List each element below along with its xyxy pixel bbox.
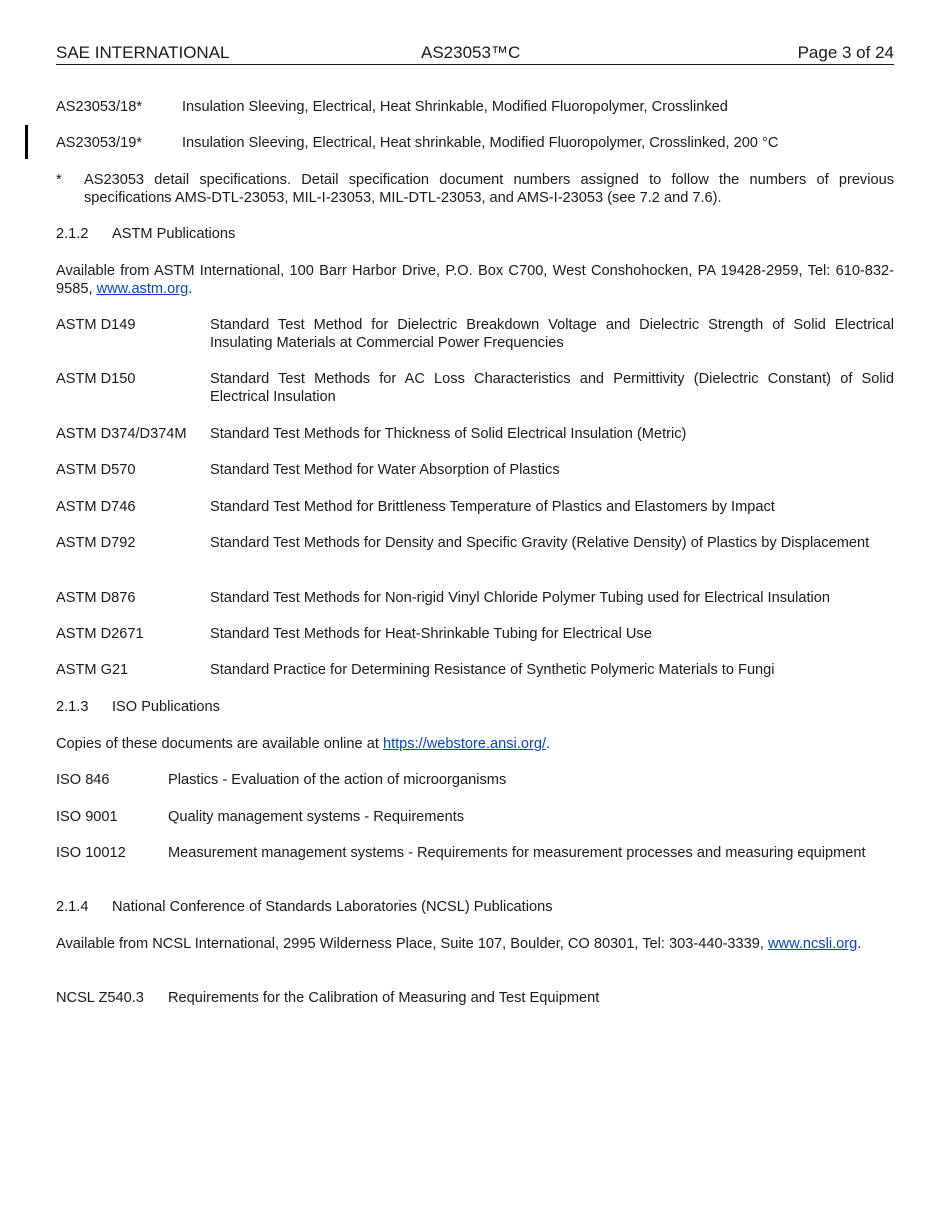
reference-title: Standard Test Methods for Thickness of Solid Electrical Insulation (Metric)	[210, 426, 687, 442]
section-title: ASTM Publications	[112, 226, 236, 242]
footnote-text: AS23053 detail specifications. Detail specification document numbers assigned to follow the numbers of previous specifications AMS-DTL-23053, MIL-I-23053, MIL-DTL-23053, and AMS-I-23053 (see 7.2 and 7.6).	[84, 172, 894, 206]
reference-code: ASTM D149	[56, 317, 136, 333]
reference-code: ISO 9001	[56, 809, 118, 825]
reference-title: Standard Test Methods for Heat-Shrinkable Tubing for Electrical Use	[210, 626, 652, 642]
period: .	[546, 736, 551, 752]
section-number: 2.1.4	[56, 899, 89, 915]
header-org: SAE INTERNATIONAL	[56, 43, 230, 62]
reference-entry	[56, 461, 894, 479]
reference-code: ASTM D876	[56, 590, 136, 606]
reference-entry	[56, 534, 894, 552]
reference-entry	[56, 134, 894, 152]
availability-text: Available from ASTM International, 100 Barr Harbor Drive, P.O. Box C700, West Conshohocken, PA 19428-2959, Tel: 610-832-9585,	[56, 263, 894, 297]
availability-text: Copies of these documents are available online at	[56, 736, 383, 752]
header-page-number: Page 3 of 24	[797, 43, 894, 62]
reference-code: ASTM D374/D374M	[56, 426, 187, 442]
section-title: ISO Publications	[112, 699, 220, 715]
reference-code: ISO 10012	[56, 845, 126, 861]
reference-code: NCSL Z540.3	[56, 990, 144, 1006]
reference-title: Plastics - Evaluation of the action of microorganisms	[168, 772, 507, 788]
reference-title: Standard Practice for Determining Resistance of Synthetic Polymeric Materials to Fungi	[210, 662, 775, 678]
period: .	[857, 936, 862, 952]
section-title: National Conference of Standards Laboratories (NCSL) Publications	[112, 899, 553, 915]
reference-code: AS23053/19*	[56, 135, 143, 151]
ncsli-link[interactable]: www.ncsli.org	[768, 936, 858, 952]
reference-entry	[56, 844, 894, 862]
reference-title: Requirements for the Calibration of Measuring and Test Equipment	[168, 990, 600, 1006]
section-number: 2.1.2	[56, 226, 89, 242]
reference-entry	[56, 98, 894, 116]
reference-title: Standard Test Method for Brittleness Temperature of Plastics and Elastomers by Impact	[210, 499, 775, 515]
iso-availability	[56, 735, 894, 753]
revision-change-bar	[25, 125, 28, 159]
reference-code: ASTM D746	[56, 499, 136, 515]
reference-code: ASTM G21	[56, 662, 129, 678]
reference-entry	[56, 370, 894, 406]
astm-link[interactable]: www.astm.org	[96, 281, 189, 297]
ncsl-availability	[56, 935, 894, 953]
reference-title: Standard Test Method for Dielectric Breakdown Voltage and Dielectric Strength of Solid Electrical Insulating Materials at Commercial Power Frequencies	[210, 317, 894, 351]
reference-code: ASTM D570	[56, 462, 136, 478]
ansi-webstore-link[interactable]: https://webstore.ansi.org/	[382, 736, 546, 752]
reference-code: ISO 846	[56, 772, 110, 788]
reference-title: Standard Test Methods for AC Loss Characteristics and Permittivity (Dielectric Constant) of Solid Electrical Insulation	[210, 371, 894, 405]
reference-entry	[56, 771, 894, 789]
reference-entry	[56, 425, 894, 443]
section-heading-iso	[56, 698, 894, 716]
header-doc-id: AS23053™C	[421, 43, 521, 62]
reference-code: ASTM D792	[56, 535, 136, 551]
availability-text: Available from NCSL International, 2995 Wilderness Place, Suite 107, Boulder, CO 80301, Tel: 303-440-3339,	[56, 936, 769, 952]
reference-title: Standard Test Methods for Density and Specific Gravity (Relative Density) of Plastics by Displacement	[210, 535, 870, 551]
reference-title: Insulation Sleeving, Electrical, Heat Shrinkable, Modified Fluoropolymer, Crosslinked	[182, 99, 728, 115]
period: .	[188, 281, 193, 297]
reference-entry	[56, 589, 894, 607]
reference-title: Insulation Sleeving, Electrical, Heat shrinkable, Modified Fluoropolymer, Crosslinked, 200 °C	[182, 135, 779, 151]
section-heading-ncsl	[56, 898, 894, 916]
reference-title: Quality management systems - Requirements	[168, 809, 465, 825]
footnote	[56, 171, 894, 207]
reference-entry	[56, 989, 894, 1007]
page-header	[56, 44, 894, 65]
reference-entry	[56, 808, 894, 826]
reference-entry	[56, 316, 894, 352]
reference-code: AS23053/18*	[56, 99, 143, 115]
section-heading-astm	[56, 225, 894, 243]
astm-availability	[56, 262, 894, 298]
reference-code: ASTM D150	[56, 371, 136, 387]
section-number: 2.1.3	[56, 699, 89, 715]
reference-title: Measurement management systems - Requirements for measurement processes and measuring equipment	[168, 845, 866, 861]
footnote-mark: *	[56, 172, 62, 188]
reference-entry	[56, 498, 894, 516]
reference-title: Standard Test Methods for Non-rigid Vinyl Chloride Polymer Tubing used for Electrical Insulation	[210, 590, 831, 606]
reference-entry	[56, 625, 894, 643]
reference-code: ASTM D2671	[56, 626, 144, 642]
reference-entry	[56, 661, 894, 679]
reference-title: Standard Test Method for Water Absorption of Plastics	[210, 462, 560, 478]
